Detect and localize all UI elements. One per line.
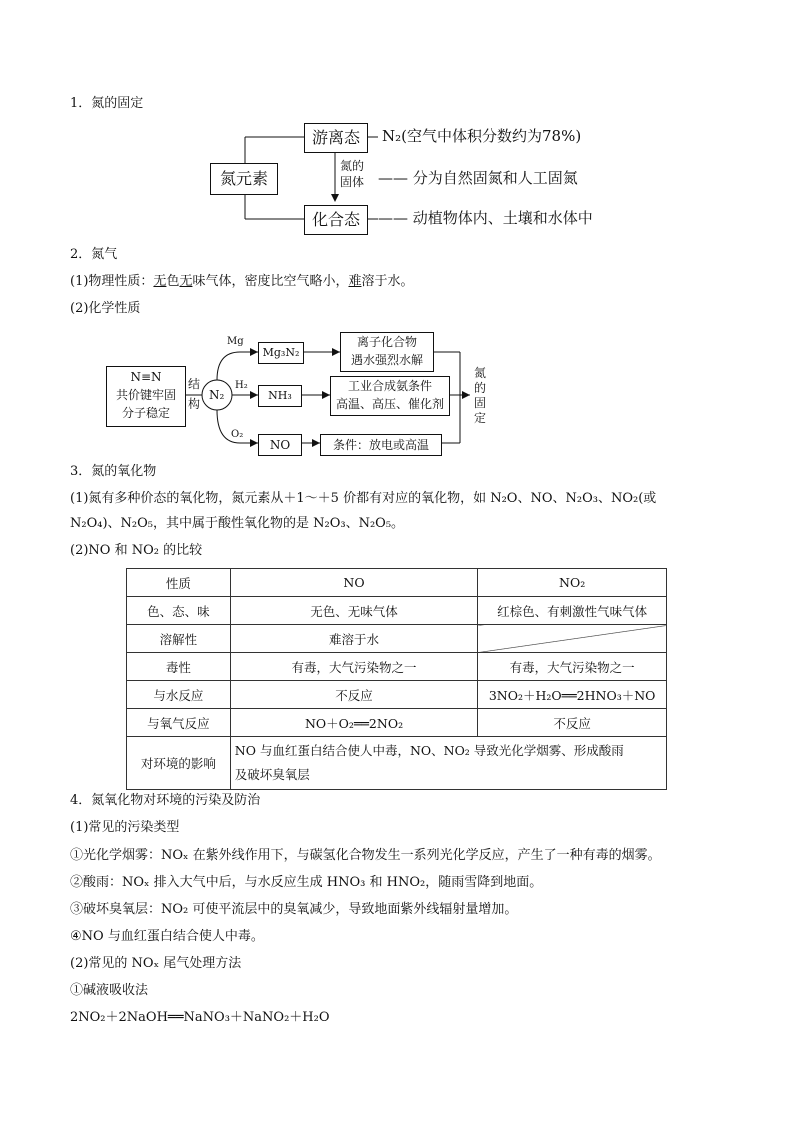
pollution-item-3: ③破坏臭氧层：NO₂ 可使平流层中的臭氧减少，导致地面紫外线辐射量增加。 xyxy=(70,902,518,917)
no-no2-comparison-table xyxy=(126,568,667,790)
oxides-paragraph-2: N₂O₄)、N₂O₅，其中属于酸性氧化物的是 N₂O₃、N₂O₅。 xyxy=(70,516,405,531)
fixation-side-2: 的 xyxy=(474,381,487,395)
n2-structure-box: N≡N 共价键牢固 分子稳定 xyxy=(106,366,186,427)
table-cell: 难溶于水 xyxy=(230,625,477,653)
compound-state-box: 化合态 xyxy=(304,205,368,235)
fixation-label-2: 固体 xyxy=(340,175,365,189)
table-cell: NO＋O₂══2NO₂ xyxy=(230,709,477,737)
structure-word-2: 构 xyxy=(188,397,201,411)
table-cell: 红棕色、有刺激性气味气体 xyxy=(478,597,667,625)
fixation-label-1: 氮的 xyxy=(340,159,365,173)
free-state-note: N₂(空气中体积分数约为78%) xyxy=(382,127,582,145)
nh3-box: NH₃ xyxy=(258,385,302,407)
table-cell: NO₂ xyxy=(478,569,667,597)
table-cell-merged: NO 与血红蛋白结合使人中毒，NO、NO₂ 导致光化学烟雾、形成酸雨 及破坏臭氧层 xyxy=(230,737,666,790)
o2-reagent: O₂ xyxy=(231,429,244,440)
treatment-method-1: ①碱液吸收法 xyxy=(70,983,149,998)
table-cell: 与水反应 xyxy=(127,681,231,709)
fixation-note: —— 分为自然固氮和人工固氮 xyxy=(378,169,578,187)
physical-properties: (1)物理性质：无色无味气体，密度比空气略小，难溶于水。 xyxy=(70,274,414,289)
n2-center-label: N₂ xyxy=(209,388,225,402)
chemical-properties-title: (2)化学性质 xyxy=(70,301,141,316)
free-state-box: 游离态 xyxy=(304,123,368,153)
structure-word-1: 结 xyxy=(188,377,201,391)
table-header-row xyxy=(127,569,667,597)
table-row xyxy=(127,597,667,625)
oxides-paragraph-1: (1)氮有多种价态的氧化物，氮元素从＋1～＋5 价都有对应的氧化物，如 N₂O、NO、N₂O₃、NO₂(或 xyxy=(70,491,657,506)
table-cell: 无色、无味气体 xyxy=(230,597,477,625)
table-row xyxy=(127,625,667,653)
no-box: NO xyxy=(258,434,302,456)
section-3-title: 3．氮的氧化物 xyxy=(70,464,157,479)
table-row xyxy=(127,737,667,790)
h2-reagent: H₂ xyxy=(235,380,248,391)
nitrogen-element-box: 氮元素 xyxy=(210,163,278,195)
table-cell: 溶解性 xyxy=(127,625,231,653)
treatment-equation: 2NO₂＋2NaOH══NaNO₃＋NaNO₂＋H₂O xyxy=(70,1010,330,1025)
table-cell: 不反应 xyxy=(478,709,667,737)
table-cell: 有毒，大气污染物之一 xyxy=(230,653,477,681)
section-1-title: 1．氮的固定 xyxy=(70,96,144,111)
table-cell: 性质 xyxy=(127,569,231,597)
compound-state-note: —— 动植物体内、土壤和水体中 xyxy=(378,209,593,227)
h2-note-box: 工业合成氨条件 高温、高压、催化剂 xyxy=(330,376,450,416)
o2-note-box: 条件：放电或高温 xyxy=(320,434,442,456)
pollution-item-4: ④NO 与血红蛋白结合使人中毒。 xyxy=(70,929,264,944)
table-cell: 不反应 xyxy=(230,681,477,709)
table-cell: 3NO₂＋H₂O══2HNO₃＋NO xyxy=(478,681,667,709)
table-row xyxy=(127,653,667,681)
table-cell: NO xyxy=(230,569,477,597)
mg-reagent: Mg xyxy=(227,336,244,347)
table-cell: 与氧气反应 xyxy=(127,709,231,737)
empty-diagonal-cell xyxy=(478,625,667,653)
fixation-side-1: 氮 xyxy=(474,366,487,380)
pollution-item-2: ②酸雨：NOₓ 排入大气中后，与水反应生成 HNO₃ 和 HNO₂，随雨雪降到地面。 xyxy=(70,875,543,890)
pollution-types-title: (1)常见的污染类型 xyxy=(70,820,180,835)
table-row xyxy=(127,681,667,709)
mg-note-box: 离子化合物 遇水强烈水解 xyxy=(340,332,434,372)
pollution-item-1: ①光化学烟雾：NOₓ 在紫外线作用下，与碳氢化合物发生一系列光化学反应，产生了一种有毒的烟雾。 xyxy=(70,848,661,863)
table-cell: 毒性 xyxy=(127,653,231,681)
section-4-title: 4．氮氧化物对环境的污染及防治 xyxy=(70,793,261,808)
mg3n2-box: Mg₃N₂ xyxy=(258,342,304,364)
comparison-title: (2)NO 和 NO₂ 的比较 xyxy=(70,543,203,558)
table-cell: 有毒，大气污染物之一 xyxy=(478,653,667,681)
section-2-title: 2．氮气 xyxy=(70,247,118,262)
fixation-side-3: 固 xyxy=(474,396,487,410)
table-cell: 对环境的影响 xyxy=(127,737,231,790)
fixation-side-4: 定 xyxy=(474,411,487,425)
table-cell: 色、态、味 xyxy=(127,597,231,625)
table-row xyxy=(127,709,667,737)
treatment-title: (2)常见的 NOₓ 尾气处理方法 xyxy=(70,956,242,971)
